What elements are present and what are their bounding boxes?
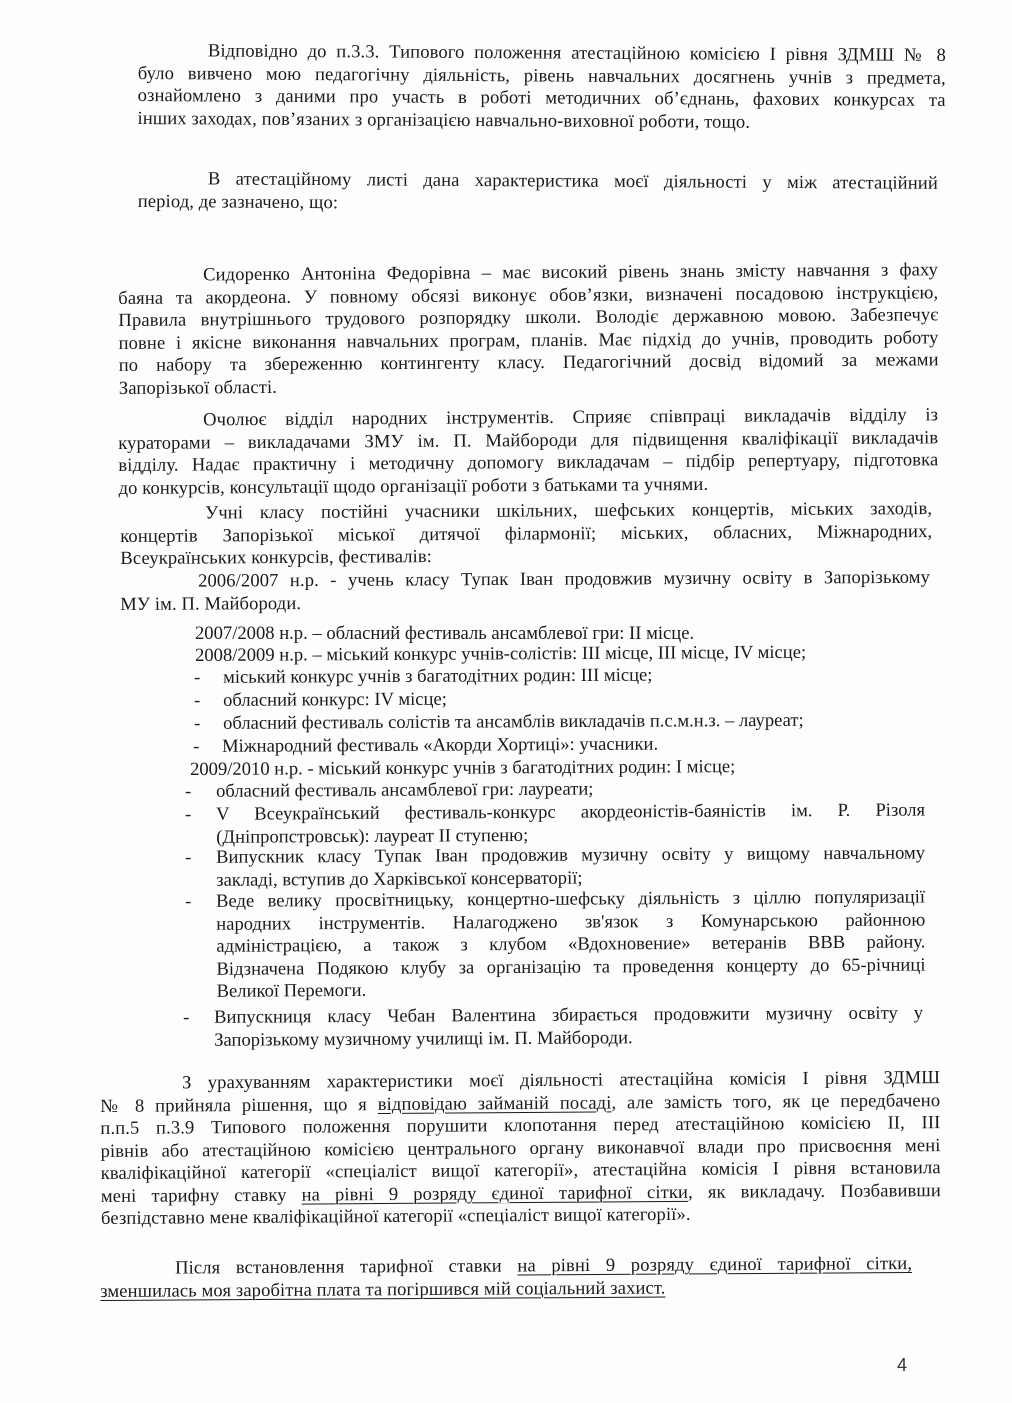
dash-bullet: - xyxy=(194,689,201,711)
underlined-phrase: на рівні 9 розряду єдиної тарифної сітки, xyxy=(517,1253,913,1277)
text-line xyxy=(100,1276,912,1303)
paragraph-attestation-intro xyxy=(137,40,946,135)
paragraph-commission-decision xyxy=(100,1067,941,1230)
text-line: безпідставно мене кваліфікаційної категорії «спеціаліст вищої категорії». xyxy=(100,1203,691,1229)
paragraph-attestation-sheet xyxy=(138,168,938,218)
dash-bullet: - xyxy=(185,890,192,912)
text-line: З урахуванням характеристики моєї діяльності атестаційна комісія І рівня ЗДМШ xyxy=(181,1067,941,1094)
text-line: рівнів або атестаційною комісією центрального органу виконавчої влади про присвоєння мені xyxy=(100,1134,941,1162)
text-line: по набору та збереженню контингенту класу. Педагогічний досвід відомий за межами xyxy=(118,349,939,376)
list-item-text: Великої Перемоги. xyxy=(216,979,367,1002)
dash-bullet: - xyxy=(185,803,192,825)
underlined-phrase: на рівні 9 розряду єдиної тарифної сітки xyxy=(301,1181,689,1206)
dash-bullet: - xyxy=(194,666,201,688)
list-item-text: адміністрацією, а також з клубом «Вдохновение» ветеранів ВВВ району. xyxy=(216,931,926,957)
paragraph-characteristic xyxy=(118,259,939,400)
dash-bullet: - xyxy=(194,712,201,734)
list-item xyxy=(194,689,447,713)
text-line: 2008/2009 н.р. – міський конкурс учнів-солістів: ІІІ місце, ІІІ місце, IV місце; xyxy=(195,641,807,666)
text-line: Правила внутрішнього трудового розпорядку школи. Володіє державною мовою. Забезпечує xyxy=(118,304,939,331)
list-item-text: закладі, вступив до Харківської консерваторії; xyxy=(216,867,583,891)
list-item-text: Запорізькому музичному училищі ім. П. Майбороди. xyxy=(214,1026,633,1051)
text-line: В атестаційному листі дана характеристика моєї діяльності у між атестаційний xyxy=(207,168,938,194)
dash-bullet: - xyxy=(185,846,192,868)
list-item-text: V Всеукраїнський фестиваль-конкурс акордеоністів-баяністів ім. Р. Різоля xyxy=(215,799,926,825)
text-line: Запорізької області. xyxy=(118,376,278,399)
text-line: МУ ім. П. Майбороди. xyxy=(120,592,302,615)
text-line: кураторами – викладачами ЗМУ ім. П. Майбороди для підвищення кваліфікації викладачів xyxy=(118,426,939,454)
underlined-phrase: зменшилась моя заробітна плата та погіршився мій соціальний захист. xyxy=(100,1277,666,1302)
text-line: концертів Запорізької міської дитячої філармонії; міських, обласних, Міжнародних, xyxy=(120,520,933,547)
text-line: мені тарифну ставку на рівні 9 розряду єдиної тарифної сітки, як викладачу. Позбавивши xyxy=(100,1179,941,1207)
list-item xyxy=(194,665,653,690)
list-item xyxy=(183,1002,923,1052)
list-item xyxy=(185,799,925,849)
text-line: до конкурсів, консультації щодо організації роботи з батьками та учнями. xyxy=(118,473,709,499)
text-line: баяна та акордеона. У повному обсязі виконує обов’язки, визначені посадовою інструкцією, xyxy=(118,281,939,309)
list-item-text: обласний фестиваль ансамблевої гри: лауреати; xyxy=(215,778,594,802)
text-line: кваліфікаційної категорії «спеціаліст вищої категорії», атестаційна комісія І рівня встановила xyxy=(100,1157,941,1184)
dash-bullet: - xyxy=(193,735,200,757)
underlined-phrase: відповідаю займаній посаді xyxy=(377,1091,612,1115)
text-line: 2009/2010 н.р. - міський конкурс учнів з багатодітних родин: І місце; xyxy=(190,756,736,780)
text-line: Всеукраїнських конкурсів, фестивалів: xyxy=(120,546,433,569)
list-item-text: Міжнародний фестиваль «Акорди Хортиці»: учасники. xyxy=(221,733,659,757)
text-line: Сидоренко Антоніна Федорівна – має високий рівень знань змісту навчання з фаху xyxy=(202,259,939,286)
paragraph-consequences xyxy=(100,1253,912,1303)
achievement-2006-2007 xyxy=(120,567,930,616)
list-item-text: обласний фестиваль солістів та ансамблів викладачів п.с.м.н.з. – лауреат; xyxy=(222,709,804,734)
list-item-text: Веде велику просвітницьку, концертно-шефську діяльність з ціллю популяризації xyxy=(215,886,926,912)
list-item-text: Випускниця класу Чебан Валентина збирається продовжити музичну освіту у xyxy=(213,1002,924,1028)
text-line: повне і якісне виконання навчальних програм, планів. Має підхід до учнів, проводить роботу xyxy=(118,326,939,354)
list-item-text: Відзначена Подякою клубу за організацію та проведення концерту до 65-річниці xyxy=(216,953,926,980)
text-line: інших заходах, пов’язаних з організацією навчально-виховної роботи, тощо. xyxy=(137,107,751,133)
list-item xyxy=(194,710,804,736)
list-item xyxy=(185,886,926,1003)
paragraph-students-participation xyxy=(120,498,932,570)
list-item-text: народних інструментів. Налагоджено зв'язок з Комунарською районною xyxy=(216,908,926,935)
list-item xyxy=(193,734,658,759)
text-line: Учні класу постійні учасники шкільних, шефських концертів, міських заходів, xyxy=(204,498,933,524)
dash-bullet: - xyxy=(183,1006,190,1028)
text-line: період, де зазначено, що: xyxy=(137,190,339,213)
list-item xyxy=(185,842,925,892)
text-line: № 8 прийняла рішення, що я відповідаю займаній посаді, але замість того, як це передбачено xyxy=(100,1089,941,1117)
list-item-text: міський конкурс учнів з багатодітних родин: ІІІ місце; xyxy=(222,664,653,688)
text-line: ознайомлено з даними про участь в роботі методичних об’єднань, фахових конкурсах та xyxy=(137,84,946,111)
text-line: п.п.5 п.3.9 Типового положення порушити клопотання перед атестаційною комісією ІІ, ІІІ xyxy=(100,1112,941,1139)
text-line: Після встановлення тарифної ставки на рівні 9 розряду єдиної тарифної сітки, xyxy=(174,1253,913,1279)
list-item-text: обласний конкурс: IV місце; xyxy=(222,688,447,711)
list-item-text: (Дніпропстровськ): лауреат ІІ ступеню; xyxy=(216,824,529,848)
text-line: відділу. Надає практичну і методичну допомогу викладачам – підбір репертуару, підготовка xyxy=(118,449,939,476)
paragraph-department-head xyxy=(118,404,939,500)
achievement-2008-2009 xyxy=(195,642,806,668)
page-number: 4 xyxy=(897,1355,908,1375)
text-line: Відповідно до п.3.3. Типового положення атестаційною комісією І рівня ЗДМШ № 8 xyxy=(207,40,946,66)
text-line: 2007/2008 н.р. – обласний фестиваль ансамблевої гри: ІІ місце. xyxy=(195,623,695,644)
list-item-text: Випускник класу Тупак Іван продовжив музичну освіту у вищому навчальному xyxy=(215,842,926,868)
text-line: Очолює відділ народних інструментів. Сприяє співпраці викладачів відділу із xyxy=(202,404,939,431)
text-line: 2006/2007 н.р. - учень класу Тупак Іван продовжив музичну освіту в Запорізькому xyxy=(197,566,931,592)
text-line: було вивчено мою педагогічну діяльність, рівень навчальних досягнень учнів з предмета, xyxy=(137,62,946,89)
dash-bullet: - xyxy=(185,780,192,802)
